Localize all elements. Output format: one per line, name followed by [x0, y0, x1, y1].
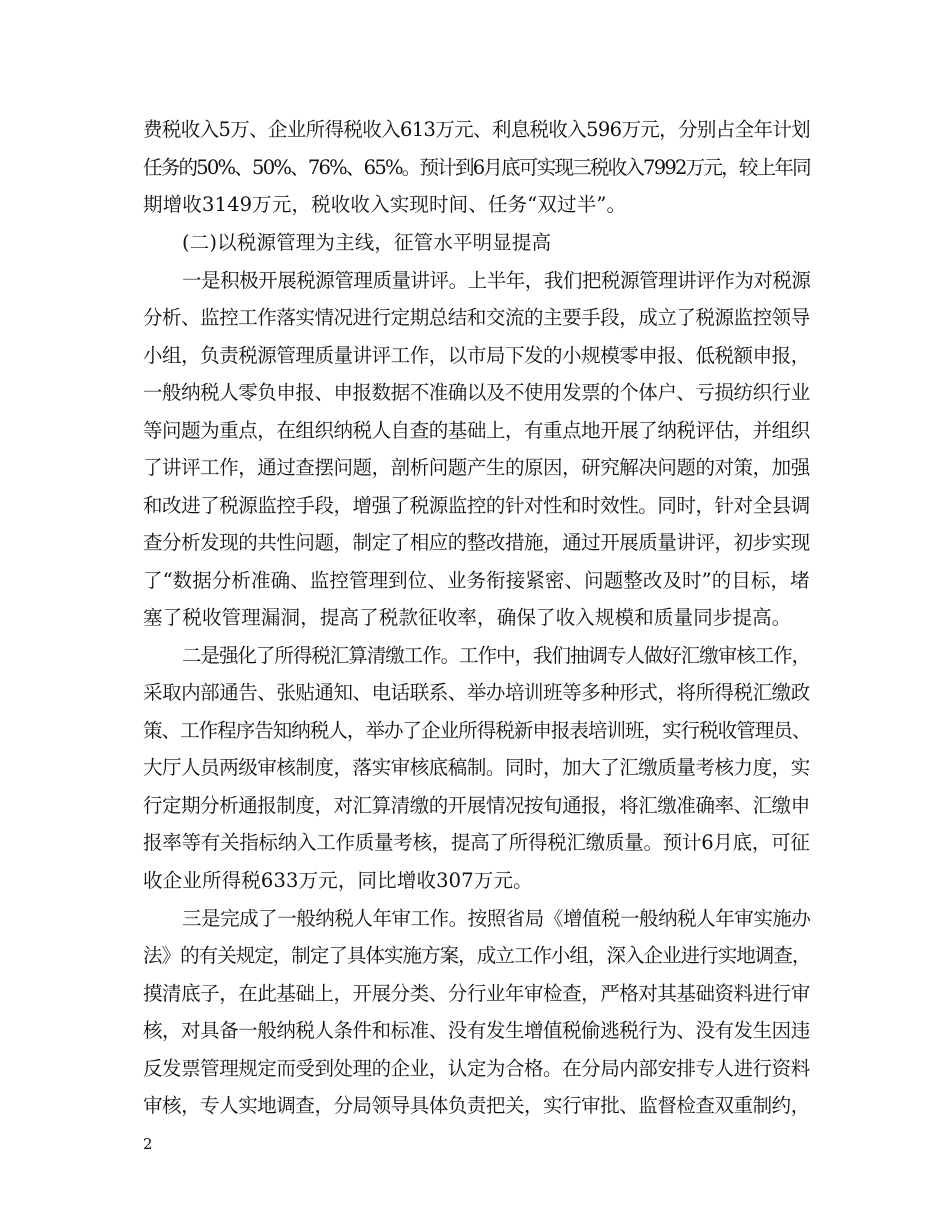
text-line: 了“数据分析准确、监控管理到位、业务衔接紧密、问题整改及时”的目标，堵	[143, 569, 810, 592]
text-line: 等问题为重点，在组织纳税人自查的基础上，有重点地开展了纳税评估，并组织	[143, 419, 810, 442]
text-line: 法》的有关规定，制定了具体实施方案，成立工作小组，深入企业进行实地调查，	[143, 944, 811, 967]
text-line: 收企业所得税633万元，同比增收307万元。	[143, 869, 533, 892]
text-line: 一是积极开展税源管理质量讲评。上半年，我们把税源管理讲评作为对税源	[182, 269, 811, 292]
text-line: 反发票管理规定而受到处理的企业，认定为合格。在分局内部安排专人进行资料	[143, 1057, 810, 1080]
text-line: 策、工作程序告知纳税人，举办了企业所得税新申报表培训班，实行税收管理员、	[143, 719, 811, 742]
text-line: 核，对具备一般纳税人条件和标准、没有发生增值税偷逃税行为、没有发生因违	[143, 1019, 810, 1042]
text-line: 任务的50%、50%、76%、65%。预计到6月底可实现三税收入7992万元，较上年同	[143, 156, 810, 179]
text-line: 塞了税收管理漏洞，提高了税款征收率，确保了收入规模和质量同步提高。	[143, 606, 792, 629]
text-line: 大厅人员两级审核制度，落实审核底稿制。同时，加大了汇缴质量考核力度，实	[143, 756, 810, 779]
text-line: 和改进了税源监控手段，增强了税源监控的针对性和时效性。同时，针对全县调	[143, 494, 810, 517]
text-line: 二是强化了所得税汇算清缴工作。工作中，我们抽调专人做好汇缴审核工作，	[182, 644, 811, 667]
section-heading: (二)以税源管理为主线，征管水平明显提高	[182, 231, 552, 254]
text-line: 小组，负责税源管理质量讲评工作，以市局下发的小规模零申报、低税额申报，	[143, 344, 810, 367]
text-line: 了讲评工作，通过查摆问题，剖析问题产生的原因，研究解决问题的对策，加强	[143, 456, 810, 479]
text-line: 费税收入5万、企业所得税收入613万元、利息税收入596万元，分别占全年计划	[143, 118, 811, 141]
text-line: 审核，专人实地调查，分局领导具体负责把关，实行审批、监督检查双重制约，	[143, 1094, 810, 1117]
text-line: 行定期分析通报制度，对汇算清缴的开展情况按旬通报，将汇缴准确率、汇缴申	[143, 794, 810, 817]
text-line: 摸清底子，在此基础上，开展分类、分行业年审检查，严格对其基础资料进行审	[143, 982, 810, 1005]
text-line: 报率等有关指标纳入工作质量考核，提高了所得税汇缴质量。预计6月底，可征	[143, 831, 810, 854]
page-number: 2	[143, 1135, 153, 1153]
text-line: 三是完成了一般纳税人年审工作。按照省局《增值税一般纳税人年审实施办	[182, 907, 811, 930]
text-line: 一般纳税人零负申报、申报数据不准确以及不使用发票的个体户、亏损纺织行业	[143, 381, 810, 404]
text-line: 采取内部通告、张贴通知、电话联系、举办培训班等多种形式，将所得税汇缴政	[143, 681, 810, 704]
text-line: 查分析发现的共性问题，制定了相应的整改措施，通过开展质量讲评，初步实现	[143, 531, 810, 554]
text-line: 分析、监控工作落实情况进行定期总结和交流的主要手段，成立了税源监控领导	[143, 306, 810, 329]
text-line: 期增收3149万元，税收收入实现时间、任务“双过半”。	[143, 193, 627, 216]
